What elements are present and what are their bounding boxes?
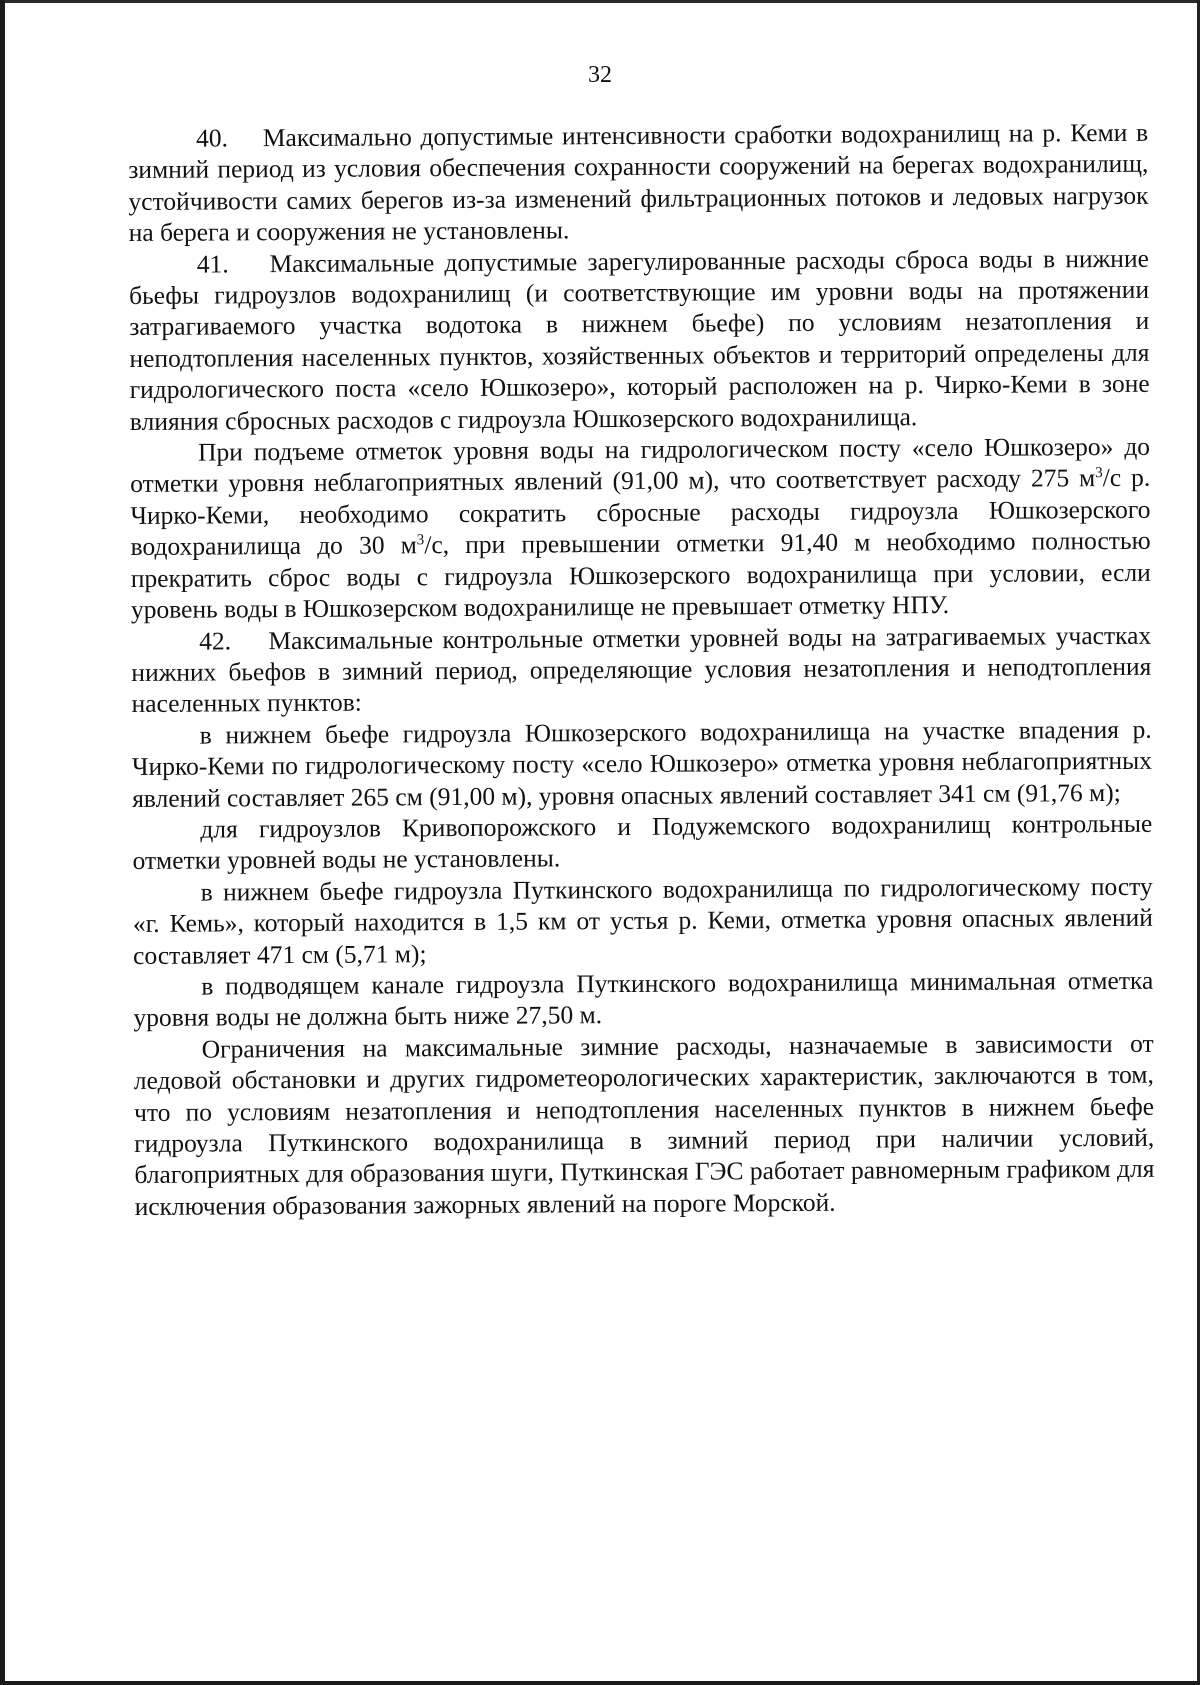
paragraph-42: 42. Максимальные контрольные отметки уровней воды на затрагиваемых участках нижних бьефов в зимний период, определяющие условия незатопления и неподтопления населенных пунктов: (131, 620, 1152, 719)
paragraph-42-winter-limits: Ограничения на максимальные зимние расходы, назначаемые в зависимости от ледовой обстановки и других гидрометеорологических характеристик, заключаются в том, что по условиям незатопления и неподтопления населенных пунктов в нижнем бьефе гидроузла Путкинского водохранилища в зимний период при наличии условий, благоприятных для образования шуги, Путкинская ГЭС работает равномерным графиком для исключения образования зажорных явлений на пороге Морской. (133, 1028, 1155, 1221)
paragraph-41-discharge-rules (130, 431, 1151, 626)
text-run: /с, при превышении отметки 91,40 м необходимо полностью прекратить сброс воды с гидроузла Юшкозерского водохранилища при условии, если уровень воды в Юшкозерском водохранилище не превышает отметку НПУ. (130, 526, 1151, 625)
scan-border-bottom (0, 1681, 1200, 1685)
paragraph-42-canal: в подводящем канале гидроузла Путкинского водохранилища минимальная отметка уровня воды не должна быть ниже 27,50 м. (133, 965, 1154, 1033)
scan-border-left (0, 0, 5, 1685)
paragraph-42-krivoporozhsky: для гидроузлов Кривопорожского и Подужемского водохранилищ контрольные отметки уровней воды не установлены. (132, 808, 1153, 876)
paragraph-42-putkinsky: в нижнем бьефе гидроузла Путкинского водохранилища по гидрологическому посту «г. Кемь», который находится в 1,5 км от устья р. Кеми, отметка уровня опасных явлений составляет 471 см (5,71 м); (132, 871, 1153, 970)
superscript: 3 (1095, 465, 1103, 482)
text-run: При подъеме отметок уровня воды на гидрологическом посту «село Юшкозеро» до отметки уровня неблагоприятных явлений (91,00 м), что соответствует расходу 275 м (130, 431, 1151, 499)
scan-border-top (0, 0, 1200, 3)
superscript: 3 (416, 532, 425, 549)
document-body (128, 114, 1155, 1222)
page-number: 32 (588, 62, 612, 88)
paragraph-40: 40. Максимально допустимые интенсивности сработки водохранилищ на р. Кеми в зимний период из условия обеспечения сохранности сооружений на берегах водохранилищ, устойчивости самих берегов из-за изменений фильтрационных потоков и ледовых нагрузок на берега и сооружения не установлены. (128, 117, 1149, 248)
text-run: /с р. Чирко-Кеми, необходимо сократить сбросные расходы гидроузла Юшкозерского водохранилища до 30 м (130, 463, 1151, 562)
paragraph-41: 41. Максимальные допустимые зарегулированные расходы сброса воды в нижние бьефы гидроузлов водохранилищ (и соответствующие им уровни воды на протяжении затрагиваемого участка водотока в нижнем бьефе) по условиям незатопления и неподтопления населенных пунктов, хозяйственных объектов и территорий определены для гидрологического поста «село Юшкозеро», который расположен на р. Чирко-Кеми в зоне влияния сбросных расходов с гидроузла Юшкозерского водохранилища. (128, 243, 1150, 436)
paragraph-42-yushkozero: в нижнем бьефе гидроузла Юшкозерского водохранилища на участке впадения р. Чирко-Кеми по гидрологическому посту «село Юшкозеро» отметка уровня неблагоприятных явлений составляет 265 см (91,00 м), уровня опасных явлений составляет 341 см (91,76 м); (131, 714, 1153, 813)
